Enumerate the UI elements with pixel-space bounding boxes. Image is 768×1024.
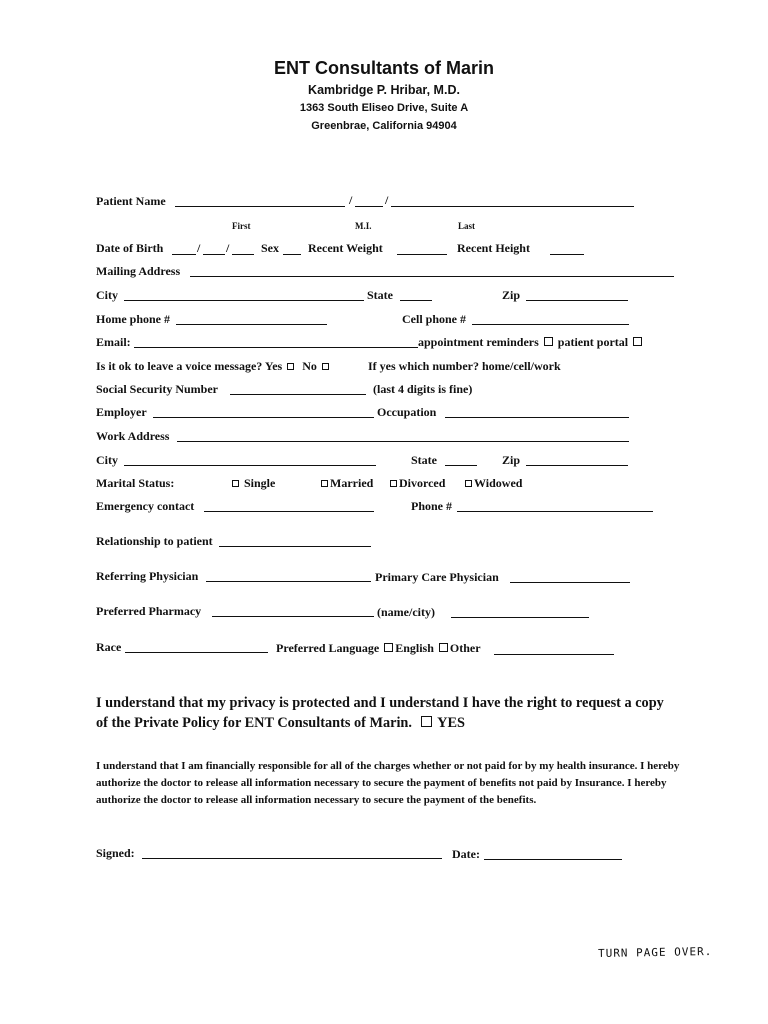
other-label: Other [449,641,481,655]
middle-initial-field[interactable] [355,206,383,207]
married-label: Married [330,476,374,490]
practice-name: ENT Consultants of Marin [274,58,494,78]
voice-message-row [96,359,331,374]
date-field[interactable] [484,859,622,860]
dob-year-field[interactable] [232,254,254,255]
zip-label: Zip [502,288,521,302]
other-language-field[interactable] [494,654,614,655]
pharmacy-label: Preferred Pharmacy [96,604,202,618]
email-label: Email: [96,335,131,349]
dob-label: Date of Birth [96,241,164,255]
single-option [230,476,275,491]
voice-message-label: Is it ok to leave a voice message? [96,359,263,373]
work-zip-field[interactable] [526,465,628,466]
work-address-field[interactable] [177,441,629,442]
signed-label: Signed: [96,846,135,860]
primary-care-label: Primary Care Physician [375,570,499,584]
patient-name-label: Patient Name [96,194,166,208]
dob-day-field[interactable] [203,254,225,255]
email-field[interactable] [134,347,418,348]
divorced-label: Divorced [399,476,446,490]
privacy-yes-label: YES [437,715,465,731]
marital-status-label: Marital Status: [96,476,175,490]
widowed-option [463,476,522,491]
other-checkbox[interactable] [439,643,448,652]
emergency-phone-label: Phone # [411,499,453,513]
work-state-label: State [411,453,437,467]
preferred-language-label: Preferred Language [276,641,380,655]
privacy-statement [96,693,676,733]
divorced-checkbox[interactable] [390,480,397,487]
appointment-reminders-checkbox[interactable] [544,337,553,346]
name-city-note: (name/city) [377,605,435,619]
referring-physician-label: Referring Physician [96,569,199,583]
married-checkbox[interactable] [321,480,328,487]
mailing-address-field[interactable] [190,276,674,277]
sex-field[interactable] [283,254,301,255]
zip-field[interactable] [526,300,628,301]
primary-care-field[interactable] [510,582,630,583]
work-state-field[interactable] [445,465,477,466]
first-name-field[interactable] [175,206,345,207]
height-label: Recent Height [457,241,530,255]
mi-caption: M.I. [355,221,372,231]
dob-month-field[interactable] [172,254,196,255]
signature-field[interactable] [142,858,442,859]
widowed-label: Widowed [474,476,523,490]
race-label: Race [96,640,122,654]
financial-responsibility-text: I understand that I am financially responsible for all of the charges whether or not paid for by my health insurance. I hereby authorize the doctor to release all information necessary to secure the payment of benefits not paid by Insurance. I hereby authorize the doctor to release all information necessary to secure the payment of the benefits. [96,760,680,806]
single-checkbox[interactable] [232,480,239,487]
ssn-field[interactable] [230,394,366,395]
emergency-contact-label: Emergency contact [96,499,195,513]
address-line-2: Greenbrae, California 94904 [311,120,457,132]
city-field[interactable] [124,300,364,301]
mailing-address-label: Mailing Address [96,264,181,278]
which-number-label: If yes which number? home/cell/work [368,359,561,373]
cell-phone-label: Cell phone # [402,312,467,326]
single-label: Single [244,476,276,490]
emergency-contact-field[interactable] [204,511,374,512]
state-label: State [367,288,393,302]
voice-yes-label: Yes [264,359,283,373]
patient-portal-label: patient portal [557,335,629,349]
english-label: English [395,641,434,655]
sex-label: Sex [261,241,279,255]
relationship-field[interactable] [219,546,371,547]
occupation-field[interactable] [445,417,629,418]
race-field[interactable] [125,652,268,653]
home-phone-field[interactable] [176,324,327,325]
pharmacy-city-field[interactable] [451,617,589,618]
privacy-text: I understand that my privacy is protected and I understand I have the right to request a copy of the Private Policy for ENT Consultants of Marin. [96,695,664,731]
privacy-yes-checkbox[interactable] [421,716,432,727]
height-field[interactable] [550,254,584,255]
work-zip-label: Zip [502,453,521,467]
pharmacy-field[interactable] [212,616,374,617]
doctor-name: Kambridge P. Hribar, M.D. [308,83,460,97]
emergency-phone-field[interactable] [457,511,653,512]
english-checkbox[interactable] [384,643,393,652]
last-name-field[interactable] [391,206,634,207]
referring-physician-field[interactable] [206,581,371,582]
employer-label: Employer [96,405,147,419]
first-caption: First [232,221,251,231]
employer-field[interactable] [153,417,374,418]
appointment-reminders-label: appointment reminders [418,335,539,349]
date-label: Date: [452,847,480,861]
home-phone-label: Home phone # [96,312,171,326]
weight-label: Recent Weight [308,241,383,255]
address-line-1: 1363 South Eliseo Drive, Suite A [299,102,469,114]
state-field[interactable] [400,300,432,301]
divorced-option [388,476,445,491]
weight-field[interactable] [397,254,447,255]
married-option [319,476,373,491]
voice-no-label: No [302,359,317,373]
reminder-options [418,335,644,350]
voice-no-checkbox[interactable] [322,363,329,370]
handwritten-note: TURN PAGE OVER. [597,945,713,960]
city-label: City [96,288,118,302]
voice-yes-checkbox[interactable] [287,363,294,370]
widowed-checkbox[interactable] [465,480,472,487]
cell-phone-field[interactable] [472,324,629,325]
occupation-label: Occupation [377,405,437,419]
language-row [276,641,481,656]
work-city-label: City [96,453,118,467]
work-address-label: Work Address [96,429,170,443]
relationship-label: Relationship to patient [96,534,213,548]
ssn-label: Social Security Number [96,382,218,396]
last-caption: Last [458,221,476,231]
patient-portal-checkbox[interactable] [633,337,642,346]
work-city-field[interactable] [124,465,376,466]
ssn-note: (last 4 digits is fine) [373,382,473,396]
